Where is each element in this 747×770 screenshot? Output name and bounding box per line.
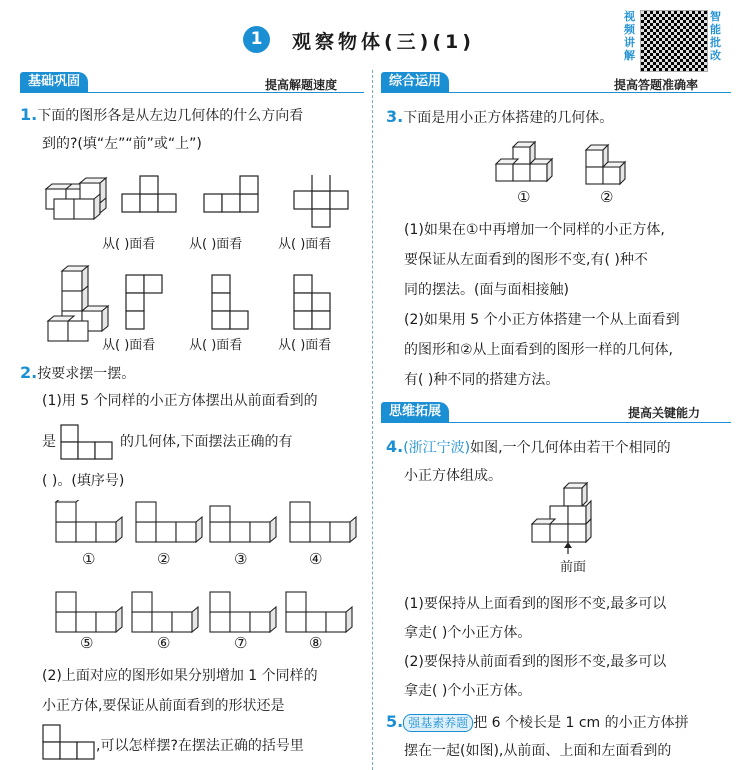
q4-figure xyxy=(528,482,618,554)
q4-line2: 小正方体组成。 xyxy=(404,468,502,484)
q2-p1-line3: ( )。(填序号) xyxy=(42,473,125,489)
section-apply-tag: 综合运用 xyxy=(381,72,449,92)
q3-solid-2 xyxy=(586,145,625,184)
q2-label-5: ⑤ xyxy=(80,634,94,652)
q4-p1-line2: 拿走( )个小正方体。 xyxy=(404,625,532,641)
q1-line2: 到的?(填“左”“前”或“上”) xyxy=(42,136,202,152)
q2-label-2: ② xyxy=(157,550,171,568)
q1-view-2 xyxy=(204,176,258,212)
q2-opt-6 xyxy=(132,592,198,632)
q1-view-4 xyxy=(126,275,162,329)
qr-right-label: 智能批改 xyxy=(710,10,721,62)
q4-p2-line2: 拿走( )个小正方体。 xyxy=(404,683,532,699)
section-apply-subtitle: 提高答题准确率 xyxy=(614,78,699,92)
section-think-tag: 思维拓展 xyxy=(381,402,449,422)
q3-label-1: ① xyxy=(517,188,531,206)
q3-solid-1 xyxy=(496,142,552,181)
q1-view-1 xyxy=(122,176,176,212)
q1-caption-2: 从( )面看 xyxy=(189,237,243,252)
q3-p1-line1: (1)如果在①中再增加一个同样的小正方体, xyxy=(404,222,665,238)
q2-p1-line2b: 的几何体,下面摆法正确的有 xyxy=(120,434,293,450)
page-title: 观察物体(三)(1) xyxy=(292,31,475,53)
q2-label-1: ① xyxy=(82,550,96,568)
q2-opt-5 xyxy=(56,592,122,632)
q2-p1-line1: (1)用 5 个同样的小正方体摆出从前面看到的 xyxy=(42,393,318,409)
q1-caption-6: 从( )面看 xyxy=(278,338,332,353)
q1-caption-4: 从( )面看 xyxy=(102,338,156,353)
qr-code-icon[interactable] xyxy=(640,10,708,72)
q4-line1: 4.(浙江宁波)如图,一个几何体由若干个相同的 xyxy=(386,437,671,456)
q5-line2: 摆在一起(如图),从前面、上面和左面看到的 xyxy=(404,743,672,759)
q4-front-label: 前面 xyxy=(560,560,587,575)
q2-target-shape xyxy=(60,424,114,464)
q3-p2-line3: 有( )种不同的搭建方法。 xyxy=(404,372,560,388)
q2-label-7: ⑦ xyxy=(234,634,248,652)
q3-label-2: ② xyxy=(600,188,614,206)
q1-caption-3: 从( )面看 xyxy=(278,237,332,252)
q1-caption-5: 从( )面看 xyxy=(189,338,243,353)
q2-opt-1 xyxy=(56,500,122,542)
section-basic-tag: 基础巩固 xyxy=(20,72,88,92)
q2-p2-line2: 小正方体,要保证从前面看到的形状还是 xyxy=(42,698,285,714)
qr-left-label: 视频讲解 xyxy=(624,10,635,62)
q2-opt-3 xyxy=(210,506,276,542)
q2-line: 2.按要求摆一摆。 xyxy=(20,363,136,382)
q2-label-4: ④ xyxy=(309,550,323,568)
q3-p2-line2: 的图形和②从上面看到的图形一样的几何体, xyxy=(404,342,673,358)
section-think-subtitle: 提高关键能力 xyxy=(628,406,701,420)
q1-line1: 1.下面的图形各是从左边几何体的什么方向看 xyxy=(20,105,304,124)
q2-opt-7 xyxy=(210,592,276,632)
q1-solid-1 xyxy=(46,178,106,219)
q1-view-3 xyxy=(294,175,348,227)
q3-line: 3.下面是用小正方体搭建的几何体。 xyxy=(386,107,614,126)
q2-options-figures xyxy=(52,500,362,650)
q2-label-3: ③ xyxy=(234,550,248,568)
q3-p2-line1: (2)如果用 5 个小正方体搭建一个从上面看到 xyxy=(404,312,680,328)
column-divider xyxy=(372,70,373,770)
q2-opt-8 xyxy=(286,592,352,632)
q2-p1-line2a: 是 xyxy=(42,434,56,450)
q3-figures xyxy=(492,140,642,192)
q1-view-6 xyxy=(294,275,330,329)
q1-view-5 xyxy=(212,275,248,329)
q4-p1-line1: (1)要保持从上面看到的图形不变,最多可以 xyxy=(404,596,667,612)
q2-opt-2 xyxy=(136,502,202,542)
q2-target-shape-2 xyxy=(42,724,96,764)
q1-caption-1: 从( )面看 xyxy=(102,237,156,252)
q5-line1: 5. 强基素养题 把 6 个棱长是 1 cm 的小正方体拼 xyxy=(386,712,689,731)
section-think-line xyxy=(381,422,731,423)
q4-p2-line1: (2)要保持从前面看到的图形不变,最多可以 xyxy=(404,654,667,670)
lesson-number-badge: 1 xyxy=(243,26,270,53)
q3-p1-line2: 要保证从左面看到的图形不变,有( )种不 xyxy=(404,252,648,268)
q1-solid-2 xyxy=(48,266,108,341)
section-basic-subtitle: 提高解题速度 xyxy=(265,78,338,92)
q2-label-6: ⑥ xyxy=(157,634,171,652)
q2-p2-line1: (2)上面对应的图形如果分别增加 1 个同样的 xyxy=(42,668,318,684)
q1-figures xyxy=(40,175,370,360)
q2-opt-4 xyxy=(290,502,356,542)
q2-label-8: ⑧ xyxy=(309,634,323,652)
q3-p1-line3: 同的摆法。(面与面相接触) xyxy=(404,282,569,298)
q2-p2-line3: ,可以怎样摆?在摆法正确的括号里 xyxy=(96,738,304,754)
